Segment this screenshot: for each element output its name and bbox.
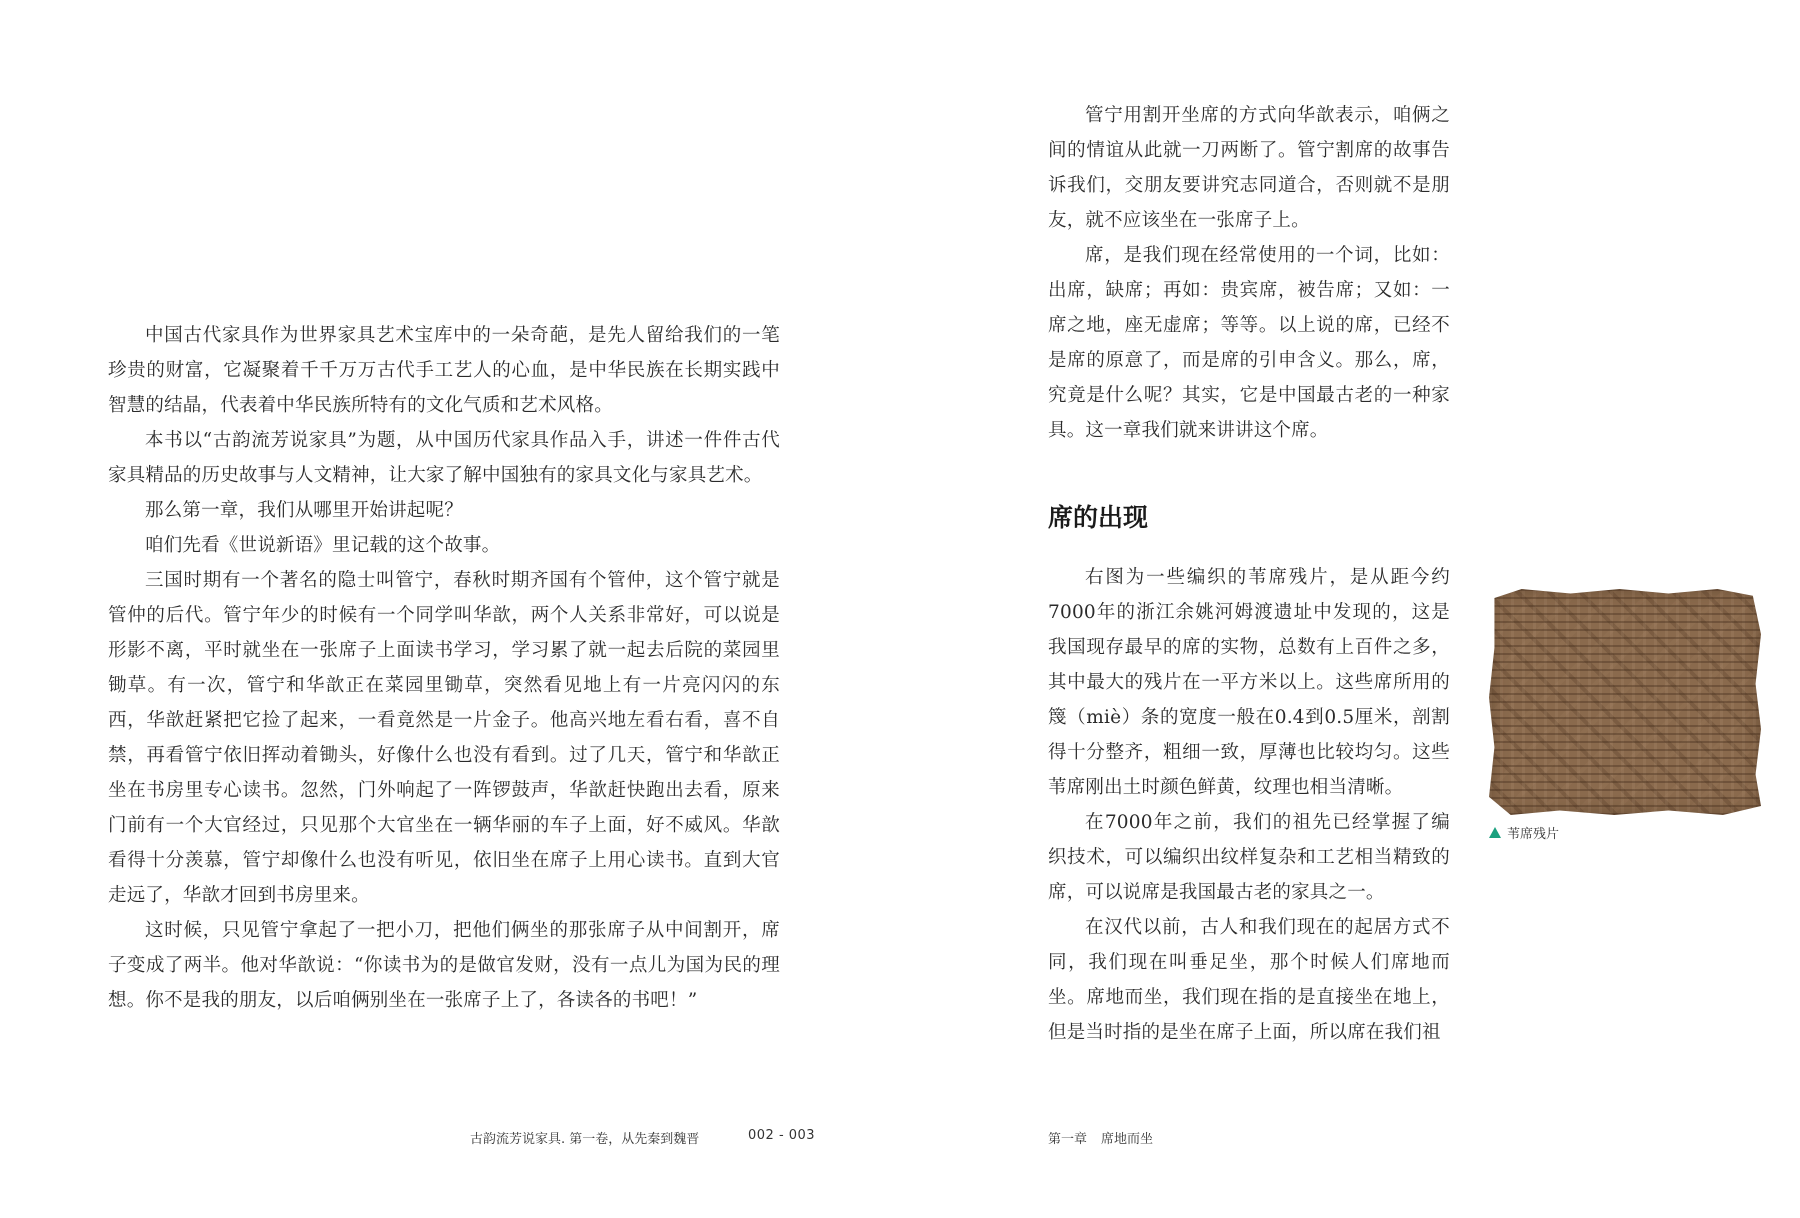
chapter-title: 席地而坐 <box>1101 1132 1154 1147</box>
reed-mat-photo <box>1489 589 1761 815</box>
paragraph: 右图为一些编织的苇席残片，是从距今约7000年的浙江余姚河姆渡遗址中发现的，这是我国现存最早的席的实物，总数有上百件之多，其中最大的残片在一平方米以上。这些席所用的篾（miè）条的宽度一般在0.4到0.5厘米，剖割得十分整齐，粗细一致，厚薄也比较均匀。这些苇席刚出土时颜色鲜黄，纹理也相当清晰。 <box>1048 567 1450 798</box>
paragraph: 在汉代以前，古人和我们现在的起居方式不同，我们现在叫垂足坐，那个时候人们席地而坐。席地而坐，我们现在指的是直接坐在地上，但是当时指的是坐在席子上面，所以席在我们祖 <box>1048 917 1450 1043</box>
chapter-number: 第一章 <box>1048 1132 1088 1147</box>
paragraph: 这时候，只见管宁拿起了一把小刀，把他们俩坐的那张席子从中间割开，席子变成了两半。他对华歆说：“你读书为的是做官发财，没有一点儿为国为民的理想。你不是我的朋友，以后咱俩别坐在一张席子上了，各读各的书吧！” <box>108 920 780 1011</box>
running-footer-book-title: 古韵流芳说家具. 第一卷，从先秦到魏晋 <box>470 1132 700 1147</box>
running-footer-chapter <box>1048 1128 1153 1147</box>
paragraph: 在7000年之前，我们的祖先已经掌握了编织技术，可以编织出纹样复杂和工艺相当精致的席，可以说席是我国最古老的家具之一。 <box>1048 812 1450 903</box>
figure-caption-text: 苇席残片 <box>1507 827 1560 842</box>
paragraph: 中国古代家具作为世界家具艺术宝库中的一朵奇葩，是先人留给我们的一笔珍贵的财富，它凝聚着千千万万古代手工艺人的心血，是中华民族在长期实践中智慧的结晶，代表着中华民族所特有的文化气质和艺术风格。 <box>108 325 780 416</box>
right-text-column <box>1048 98 1450 1050</box>
reed-mat-figure <box>1489 589 1761 842</box>
page-numbers: 002 - 003 <box>748 1128 816 1143</box>
figure-caption <box>1489 823 1761 842</box>
paragraph: 本书以“古韵流芳说家具”为题，从中国历代家具作品入手，讲述一件件古代家具精品的历史故事与人文精神，让大家了解中国独有的家具文化与家具艺术。 <box>108 430 780 486</box>
paragraph: 咱们先看《世说新语》里记载的这个故事。 <box>145 535 501 556</box>
paragraph: 管宁用割开坐席的方式向华歆表示，咱俩之间的情谊从此就一刀两断了。管宁割席的故事告诉我们，交朋友要讲究志同道合，否则就不是朋友，就不应该坐在一张席子上。 <box>1048 105 1450 231</box>
triangle-up-icon <box>1489 827 1501 838</box>
right-page <box>900 0 1800 1218</box>
paragraph: 三国时期有一个著名的隐士叫管宁，春秋时期齐国有个管仲，这个管宁就是管仲的后代。管宁年少的时候有一个同学叫华歆，两个人关系非常好，可以说是形影不离，平时就坐在一张席子上面读书学习，学习累了就一起去后院的菜园里锄草。有一次，管宁和华歆正在菜园里锄草，突然看见地上有一片亮闪闪的东西，华歆赶紧把它捡了起来，一看竟然是一片金子。他高兴地左看右看，喜不自禁，再看管宁依旧挥动着锄头，好像什么也没有看到。过了几天，管宁和华歆正坐在书房里专心读书。忽然，门外响起了一阵锣鼓声，华歆赶快跑出去看，原来门前有一个大官经过，只见那个大官坐在一辆华丽的车子上面，好不威风。华歆看得十分羡慕，管宁却像什么也没有听见，依旧坐在席子上用心读书。直到大官走远了，华歆才回到书房里来。 <box>108 570 780 906</box>
paragraph: 席，是我们现在经常使用的一个词，比如：出席，缺席；再如：贵宾席，被告席；又如：一席之地，座无虚席；等等。以上说的席，已经不是席的原意了，而是席的引申含义。那么，席，究竟是什么呢？其实，它是中国最古老的一种家具。这一章我们就来讲讲这个席。 <box>1048 245 1450 441</box>
left-text-column <box>108 318 780 1018</box>
paragraph: 那么第一章，我们从哪里开始讲起呢？ <box>145 500 463 521</box>
section-heading: 席的出现 <box>1048 503 1149 532</box>
